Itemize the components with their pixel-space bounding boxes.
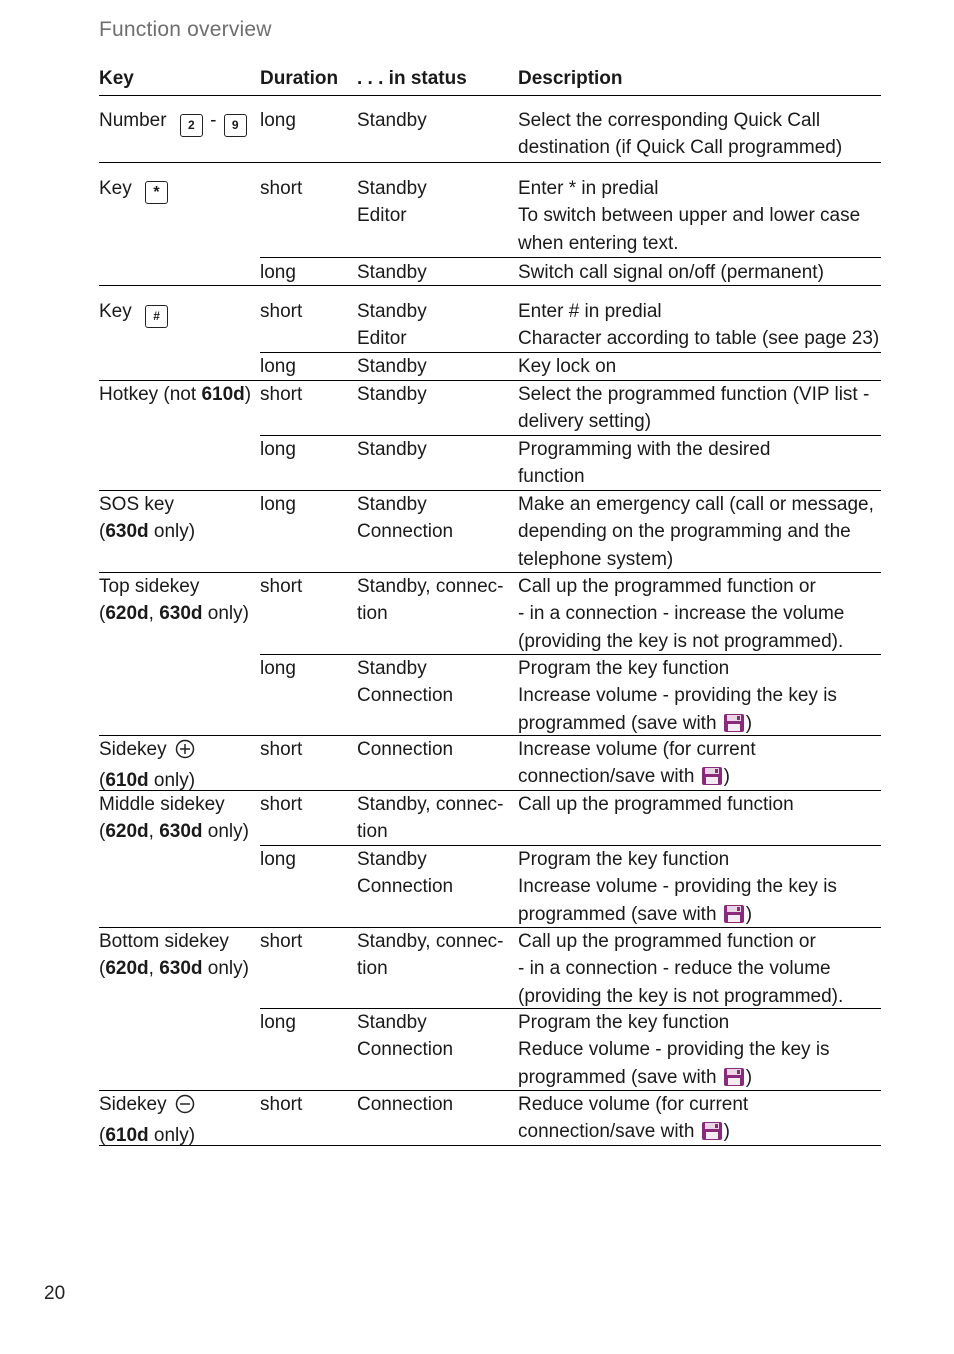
header-duration: Duration: [260, 68, 339, 89]
table-row: [99, 107, 881, 163]
sub-row: short Connection Increase volume (for current connection/save with ): [260, 736, 881, 790]
sub-row: long Standby Key lock on: [260, 356, 617, 377]
key-cell: SOS key (630d only): [99, 494, 196, 543]
page-number: 20: [44, 1283, 66, 1304]
sub-row: long Standby Connection Make an emergency call (call or message, depending on the programming and the telephone system): [260, 494, 874, 570]
sub-row: [260, 107, 881, 162]
plus-circle-icon: [175, 739, 195, 767]
table-row: [99, 736, 881, 791]
key-cell: Key *: [99, 175, 259, 204]
key-cell: Middle sidekey (620d, 630d only): [99, 794, 249, 843]
table-row: [99, 791, 881, 928]
header-key: Key: [99, 68, 134, 89]
sub-row: long Standby Connection Program the key function Reduce volume - providing the key is programmed (save with ): [260, 1009, 881, 1090]
table-row: [99, 381, 881, 491]
description: Select the corresponding Quick Call destination (if Quick Call programmed): [518, 110, 843, 159]
sub-row: short Connection Reduce volume (for current connection/save with ): [260, 1091, 881, 1145]
duration: long: [260, 110, 296, 131]
header-status: . . . in status: [357, 68, 467, 89]
minus-circle-icon: [175, 1094, 195, 1122]
key-cell: Bottom sidekey (620d, 630d only): [99, 931, 249, 980]
number-key-2-icon: 2: [180, 114, 203, 137]
table-row: [99, 491, 881, 573]
sub-row: short Standby Editor Enter * in predial To switch between upper and lower case when entering text.: [260, 175, 881, 258]
table-row: [99, 573, 881, 736]
table-row: [99, 175, 881, 286]
sub-row: short Standby Editor Enter # in predial Character according to table (see page 23): [260, 298, 881, 353]
key-cell: Top sidekey (620d, 630d only): [99, 576, 249, 625]
table-row: [99, 928, 881, 1091]
sub-row: long Standby Connection Program the key function Increase volume - providing the key is programmed (save with ): [260, 655, 881, 735]
number-key-9-icon: 9: [224, 114, 247, 137]
table-row: [99, 1091, 881, 1146]
sub-row: long Standby Connection Program the key function Increase volume - providing the key is programmed (save with ): [260, 846, 881, 927]
key-cell: Sidekey (610d only): [99, 1094, 196, 1147]
table-row: [99, 298, 881, 381]
sub-row: long Standby Switch call signal on/off (permanent): [260, 262, 824, 283]
sub-row: short Standby, connec- tion Call up the programmed function or - in a connection - increase the volume (providing the key is not programmed).: [260, 573, 881, 655]
key-cell: Number 2 - 9: [99, 107, 259, 137]
table-header: [99, 66, 881, 96]
page-title: Function overview: [99, 18, 272, 41]
header-description: Description: [518, 68, 623, 89]
hash-key-icon: #: [145, 305, 168, 328]
save-disk-icon: [701, 1121, 723, 1149]
sub-row: short Standby, connec- tion Call up the programmed function or - in a connection - reduce the volume (providing the key is not programmed).: [260, 928, 881, 1009]
key-cell: Key #: [99, 298, 259, 328]
sub-row: short Standby, connec- tion Call up the programmed function: [260, 791, 881, 846]
sub-row: long Standby Programming with the desired function: [260, 439, 771, 488]
sub-row: short Standby Select the programmed function (VIP list - delivery setting): [260, 381, 881, 436]
star-key-icon: *: [145, 181, 168, 204]
key-cell: Sidekey (610d only): [99, 739, 196, 792]
key-cell: Hotkey (not 610d): [99, 384, 252, 405]
status: Standby: [357, 110, 427, 131]
